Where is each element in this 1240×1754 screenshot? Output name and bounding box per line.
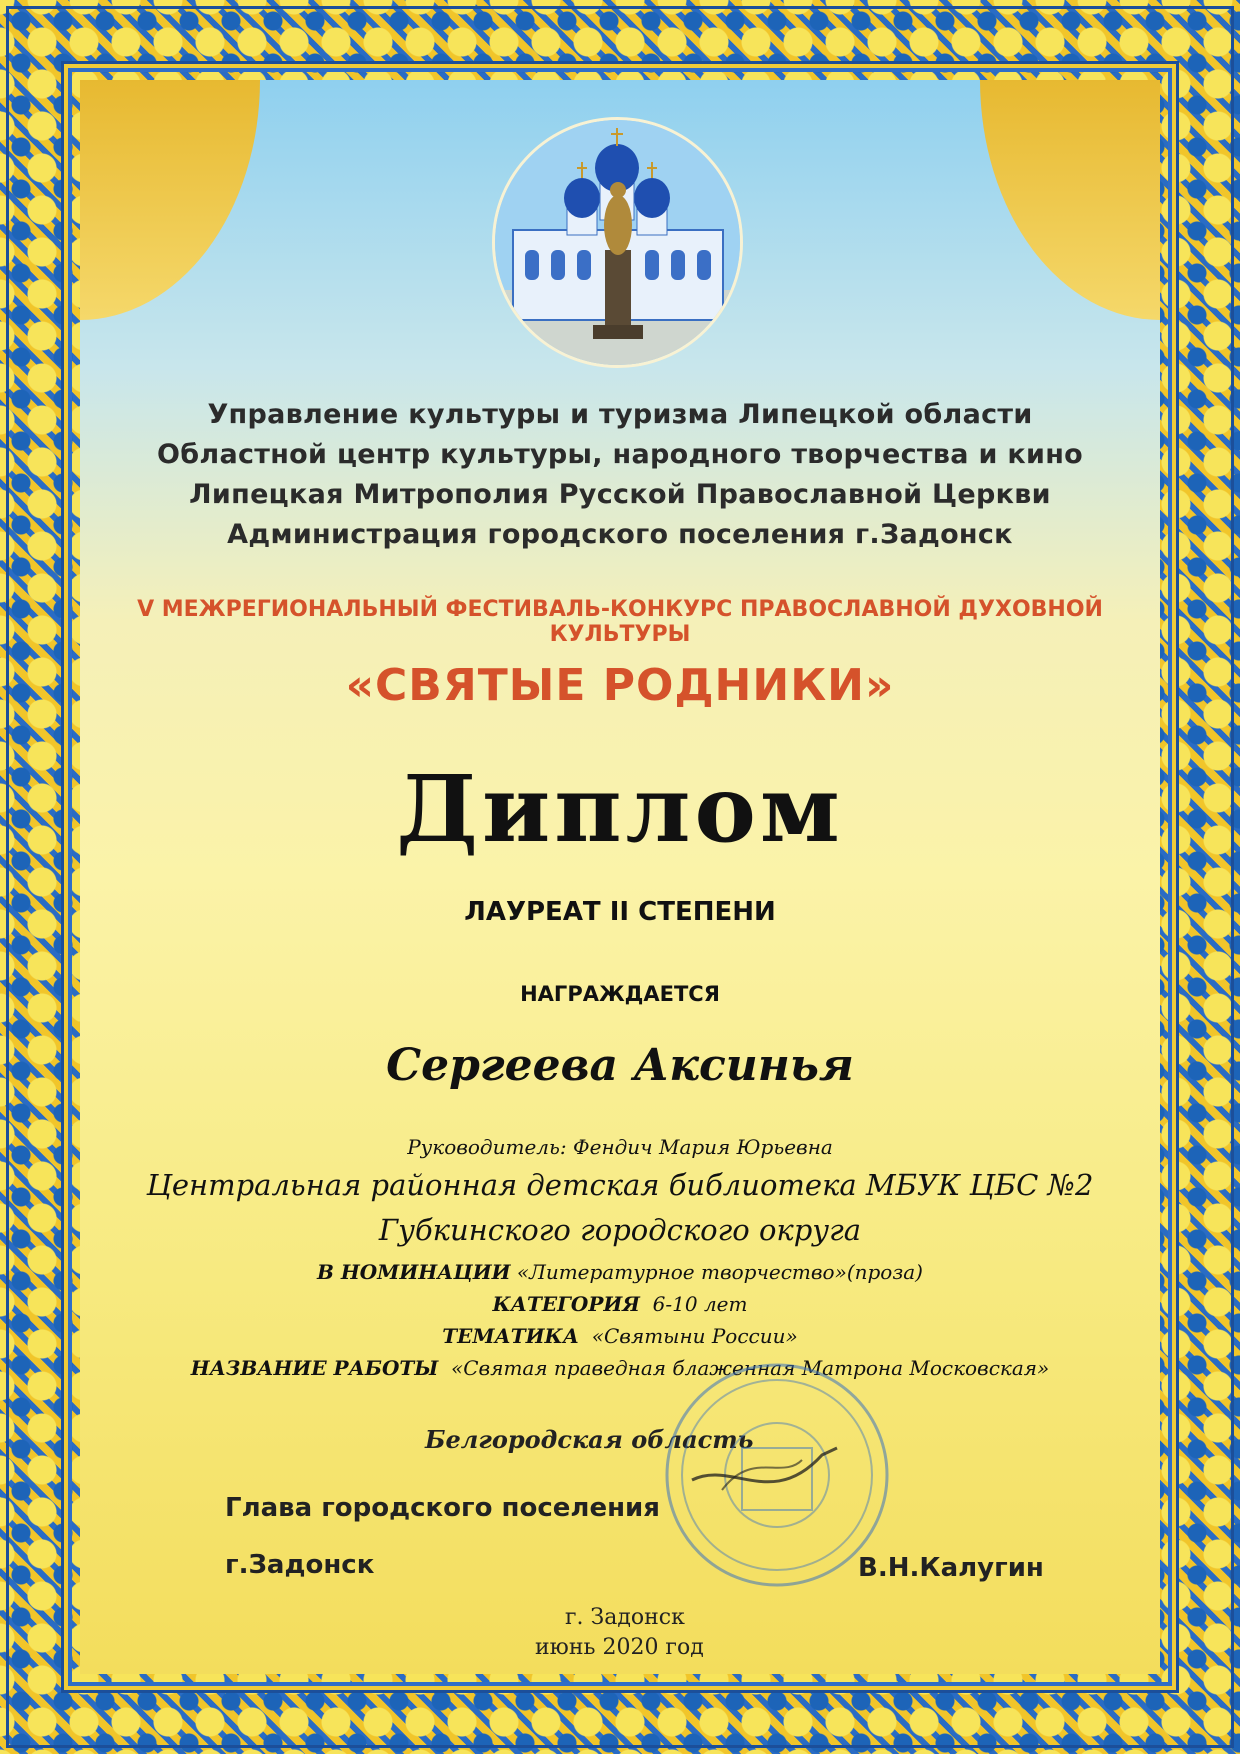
region: Белгородская область (425, 1425, 754, 1454)
official-seal (662, 1360, 892, 1590)
recipient-name: Сергеева Аксинья (386, 1040, 854, 1091)
category-value: 6-10 лет (652, 1292, 748, 1316)
arch-right (980, 80, 1160, 320)
place: г. Задонск (565, 1605, 685, 1630)
signatory-position-2: г.Задонск (225, 1550, 375, 1580)
nomination (80, 1260, 1160, 1284)
cathedral-photo (495, 120, 740, 365)
diploma-title: Диплом (396, 755, 844, 863)
work-label: НАЗВАНИЕ РАБОТЫ (190, 1356, 439, 1380)
arch-left (80, 80, 260, 320)
awarded-label: НАГРАЖДАЕТСЯ (520, 982, 720, 1006)
degree: ЛАУРЕАТ II СТЕПЕНИ (464, 897, 776, 927)
signatory-position-1: Глава городского поселения (225, 1493, 660, 1523)
theme (80, 1324, 1160, 1348)
date: июнь 2020 год (535, 1635, 704, 1660)
organizer-2: Областной центр культуры, народного творчества и кино (156, 439, 1084, 470)
theme-value: «Святыни России» (591, 1324, 798, 1348)
supervisor: Руководитель: Фендич Мария Юрьевна (407, 1135, 833, 1159)
festival-name: «СВЯТЫЕ РОДНИКИ» (345, 660, 895, 711)
institution-line-2: Губкинского городского округа (378, 1213, 862, 1247)
work-value: «Святая праведная блаженная Матрона Московская» (451, 1356, 1050, 1380)
category (80, 1292, 1160, 1316)
organizer-3: Липецкая Митрополия Русской Православной Церкви (189, 479, 1051, 510)
organizer-4: Администрация городского поселения г.Задонск (227, 519, 1013, 550)
nomination-value: «Литературное творчество»(проза) (516, 1260, 923, 1284)
organizer-1: Управление культуры и туризма Липецкой области (207, 399, 1033, 430)
signatory-name: В.Н.Калугин (858, 1553, 1044, 1583)
theme-label: ТЕМАТИКА (442, 1324, 580, 1348)
institution-line-1: Центральная районная детская библиотека МБУК ЦБС №2 (146, 1168, 1094, 1202)
festival-subtitle: V МЕЖРЕГИОНАЛЬНЫЙ ФЕСТИВАЛЬ-КОНКУРС ПРАВОСЛАВНОЙ ДУХОВНОЙ КУЛЬТУРЫ (137, 597, 1103, 647)
work-title (80, 1356, 1160, 1380)
category-label: КАТЕГОРИЯ (492, 1292, 640, 1316)
nomination-label: В НОМИНАЦИИ (317, 1260, 511, 1284)
